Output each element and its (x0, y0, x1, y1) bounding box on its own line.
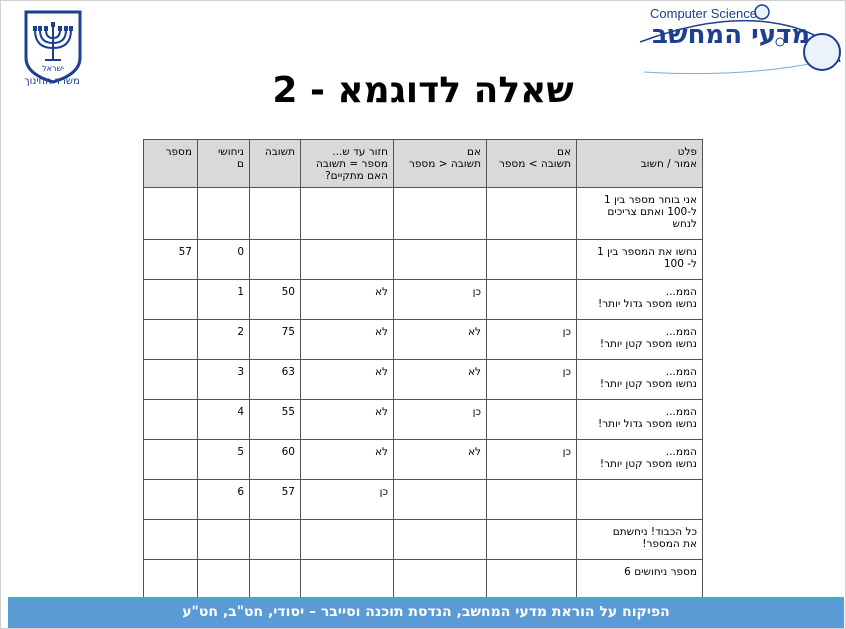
table-row (144, 360, 703, 400)
table-cell: נחשו את המספר בין 1 ל- 100 (577, 240, 703, 280)
table-cell (144, 560, 198, 600)
table-row (144, 320, 703, 360)
table-row (144, 280, 703, 320)
table-body (144, 188, 703, 600)
table-cell: הממ... נחשו מספר קטן יותר! (577, 440, 703, 480)
table-cell: לא (301, 320, 394, 360)
table-cell: לא (301, 360, 394, 400)
cs-logo-english: Computer Science (650, 6, 757, 21)
table-cell: לא (394, 320, 487, 360)
table-cell (250, 560, 301, 600)
table-cell (394, 560, 487, 600)
table-cell: כל הכבוד! ניחשתם את המספר! (577, 520, 703, 560)
table-cell: 1 (198, 280, 250, 320)
table-cell (144, 188, 198, 240)
table-cell: 55 (250, 400, 301, 440)
table-cell: 5 (198, 440, 250, 480)
table-cell: הממ... נחשו מספר גדול יותר! (577, 400, 703, 440)
table-row (144, 520, 703, 560)
table-cell (487, 188, 577, 240)
table-cell: לא (394, 440, 487, 480)
column-header: מספר (144, 140, 198, 188)
table-cell (394, 520, 487, 560)
table-cell: 4 (198, 400, 250, 440)
column-header: ניחושי ם (198, 140, 250, 188)
table-row (144, 480, 703, 520)
column-header: תשובה (250, 140, 301, 188)
table-row (144, 240, 703, 280)
table-cell: 57 (144, 240, 198, 280)
table-cell: 50 (250, 280, 301, 320)
table-cell: מספר ניחושים 6 (577, 560, 703, 600)
table-cell: הממ... נחשו מספר גדול יותר! (577, 280, 703, 320)
table-cell: לא (301, 440, 394, 480)
column-header: אם תשובה > מספר (487, 140, 577, 188)
table-cell (394, 188, 487, 240)
page-title: שאלה לדוגמא - 2 (272, 70, 574, 111)
column-header: אם תשובה < מספר (394, 140, 487, 188)
table-cell (487, 240, 577, 280)
table-cell: אני בוחר מספר בין 1 ל-100 ואתם צריכים לנחש (577, 188, 703, 240)
table-cell (144, 480, 198, 520)
table-cell (198, 520, 250, 560)
table-cell (577, 480, 703, 520)
table-cell: לא (301, 400, 394, 440)
table-cell: לא (394, 360, 487, 400)
table-cell: 75 (250, 320, 301, 360)
table-cell (301, 188, 394, 240)
table-cell: 0 (198, 240, 250, 280)
ministry-label: משרד החינוך (24, 76, 80, 87)
table-cell (250, 240, 301, 280)
table-cell: כן (487, 440, 577, 480)
table-cell (487, 280, 577, 320)
table-cell: לא (301, 280, 394, 320)
table-cell: כן (394, 280, 487, 320)
table-cell: כן (394, 400, 487, 440)
emblem-text: ישראל (42, 64, 64, 73)
table-cell: 6 (198, 480, 250, 520)
column-header: חזור עד ש... מספר = תשובה האם מתקיים? (301, 140, 394, 188)
column-header: פלט אמור / חשוב (577, 140, 703, 188)
table-cell (144, 400, 198, 440)
table-cell: 57 (250, 480, 301, 520)
table-cell: הממ... נחשו מספר קטן יותר! (577, 320, 703, 360)
cs-logo-hebrew: מדעי המחשב (652, 20, 811, 50)
table-cell: 2 (198, 320, 250, 360)
table-cell (487, 560, 577, 600)
table-cell (487, 480, 577, 520)
table-cell: הממ... נחשו מספר קטן יותר! (577, 360, 703, 400)
table-cell: כן (487, 360, 577, 400)
table-cell: 3 (198, 360, 250, 400)
table-cell (198, 560, 250, 600)
table-cell (394, 480, 487, 520)
table-cell (487, 520, 577, 560)
footer-text: הפיקוח על הוראת מדעי המחשב, הנדסת תוכנה וסייבר – יסודי, חט"ב, חט"ע (182, 604, 670, 620)
table-cell: 63 (250, 360, 301, 400)
table-row (144, 560, 703, 600)
table-cell (301, 560, 394, 600)
table-cell (144, 280, 198, 320)
table-row (144, 188, 703, 240)
table-row (144, 440, 703, 480)
table-cell (144, 320, 198, 360)
table-cell (144, 360, 198, 400)
table-row (144, 400, 703, 440)
table-cell: 60 (250, 440, 301, 480)
table-cell (144, 520, 198, 560)
trace-table (143, 139, 703, 600)
table-cell (487, 400, 577, 440)
table-cell (144, 440, 198, 480)
table-header-row (144, 140, 703, 188)
table-cell (301, 240, 394, 280)
table-cell (301, 520, 394, 560)
table-cell (198, 188, 250, 240)
table-cell (250, 188, 301, 240)
table-cell: כן (301, 480, 394, 520)
table-cell (250, 520, 301, 560)
table-cell (394, 240, 487, 280)
table-cell: כן (487, 320, 577, 360)
